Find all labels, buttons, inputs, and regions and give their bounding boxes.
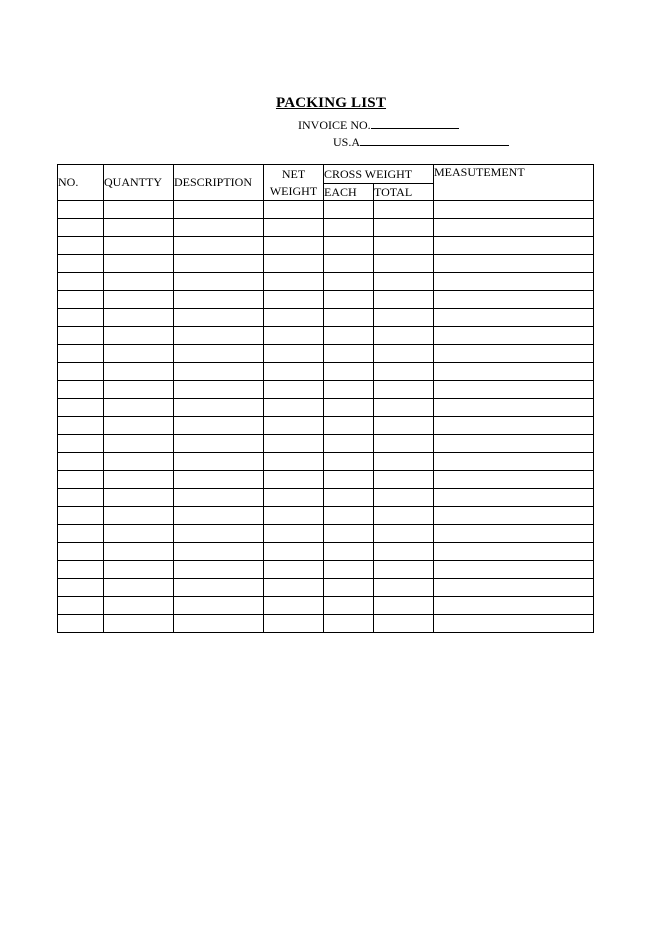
no-cell[interactable] bbox=[58, 381, 104, 399]
net-weight-cell[interactable] bbox=[264, 507, 324, 525]
measurement-cell[interactable] bbox=[434, 291, 594, 309]
quantity-cell[interactable] bbox=[104, 363, 174, 381]
each-cell[interactable] bbox=[324, 219, 374, 237]
header-description: DESCRIPTION bbox=[174, 165, 264, 201]
document-title: PACKING LIST bbox=[275, 95, 387, 111]
quantity-cell[interactable] bbox=[104, 525, 174, 543]
table-row bbox=[58, 561, 594, 579]
description-cell[interactable] bbox=[174, 417, 264, 435]
net-weight-cell[interactable] bbox=[264, 363, 324, 381]
each-cell[interactable] bbox=[324, 273, 374, 291]
table-row bbox=[58, 273, 594, 291]
table-row bbox=[58, 399, 594, 417]
net-weight-cell[interactable] bbox=[264, 291, 324, 309]
description-cell[interactable] bbox=[174, 273, 264, 291]
measurement-cell[interactable] bbox=[434, 345, 594, 363]
description-cell[interactable] bbox=[174, 543, 264, 561]
net-weight-cell[interactable] bbox=[264, 543, 324, 561]
quantity-cell[interactable] bbox=[104, 597, 174, 615]
description-cell[interactable] bbox=[174, 381, 264, 399]
each-cell[interactable] bbox=[324, 327, 374, 345]
total-cell[interactable] bbox=[374, 291, 434, 309]
no-cell[interactable] bbox=[58, 309, 104, 327]
table-row bbox=[58, 615, 594, 633]
measurement-cell[interactable] bbox=[434, 471, 594, 489]
quantity-cell[interactable] bbox=[104, 201, 174, 219]
no-cell[interactable] bbox=[58, 327, 104, 345]
quantity-cell[interactable] bbox=[104, 579, 174, 597]
net-weight-cell[interactable] bbox=[264, 489, 324, 507]
net-weight-cell[interactable] bbox=[264, 381, 324, 399]
description-cell[interactable] bbox=[174, 561, 264, 579]
table-row bbox=[58, 417, 594, 435]
description-cell[interactable] bbox=[174, 345, 264, 363]
table-row bbox=[58, 327, 594, 345]
measurement-cell[interactable] bbox=[434, 309, 594, 327]
table-body bbox=[58, 201, 594, 633]
description-cell[interactable] bbox=[174, 489, 264, 507]
each-cell[interactable] bbox=[324, 543, 374, 561]
measurement-cell[interactable] bbox=[434, 327, 594, 345]
net-weight-cell[interactable] bbox=[264, 309, 324, 327]
header-each: EACH bbox=[324, 184, 374, 201]
table-row bbox=[58, 579, 594, 597]
each-cell[interactable] bbox=[324, 201, 374, 219]
measurement-cell[interactable] bbox=[434, 363, 594, 381]
header-net-weight-line2: WEIGHT bbox=[269, 183, 318, 198]
each-cell[interactable] bbox=[324, 417, 374, 435]
quantity-cell[interactable] bbox=[104, 309, 174, 327]
quantity-cell[interactable] bbox=[104, 615, 174, 633]
description-cell[interactable] bbox=[174, 579, 264, 597]
each-cell[interactable] bbox=[324, 525, 374, 543]
net-weight-cell[interactable] bbox=[264, 273, 324, 291]
table-row bbox=[58, 237, 594, 255]
description-cell[interactable] bbox=[174, 435, 264, 453]
total-cell[interactable] bbox=[374, 579, 434, 597]
measurement-cell[interactable] bbox=[434, 597, 594, 615]
description-cell[interactable] bbox=[174, 309, 264, 327]
no-cell[interactable] bbox=[58, 237, 104, 255]
net-weight-cell[interactable] bbox=[264, 327, 324, 345]
measurement-cell[interactable] bbox=[434, 237, 594, 255]
description-cell[interactable] bbox=[174, 597, 264, 615]
total-cell[interactable] bbox=[374, 453, 434, 471]
total-cell[interactable] bbox=[374, 525, 434, 543]
measurement-cell[interactable] bbox=[434, 381, 594, 399]
each-cell[interactable] bbox=[324, 597, 374, 615]
description-cell[interactable] bbox=[174, 327, 264, 345]
quantity-cell[interactable] bbox=[104, 219, 174, 237]
total-cell[interactable] bbox=[374, 615, 434, 633]
each-cell[interactable] bbox=[324, 363, 374, 381]
description-cell[interactable] bbox=[174, 507, 264, 525]
quantity-cell[interactable] bbox=[104, 345, 174, 363]
each-cell[interactable] bbox=[324, 489, 374, 507]
net-weight-cell[interactable] bbox=[264, 237, 324, 255]
total-cell[interactable] bbox=[374, 219, 434, 237]
no-cell[interactable] bbox=[58, 201, 104, 219]
each-cell[interactable] bbox=[324, 291, 374, 309]
usa-label: US.A bbox=[333, 135, 361, 149]
measurement-cell[interactable] bbox=[434, 525, 594, 543]
no-cell[interactable] bbox=[58, 417, 104, 435]
each-cell[interactable] bbox=[324, 381, 374, 399]
net-weight-cell[interactable] bbox=[264, 417, 324, 435]
each-cell[interactable] bbox=[324, 561, 374, 579]
header-no: NO. bbox=[58, 165, 104, 201]
total-cell[interactable] bbox=[374, 561, 434, 579]
total-cell[interactable] bbox=[374, 399, 434, 417]
usa-field[interactable] bbox=[360, 134, 509, 146]
header-total: TOTAL bbox=[374, 184, 434, 201]
quantity-cell[interactable] bbox=[104, 327, 174, 345]
total-cell[interactable] bbox=[374, 255, 434, 273]
no-cell[interactable] bbox=[58, 543, 104, 561]
invoice-label: INVOICE NO. bbox=[298, 118, 371, 132]
quantity-cell[interactable] bbox=[104, 507, 174, 525]
no-cell[interactable] bbox=[58, 471, 104, 489]
table-row bbox=[58, 543, 594, 561]
quantity-cell[interactable] bbox=[104, 561, 174, 579]
measurement-cell[interactable] bbox=[434, 201, 594, 219]
net-weight-cell[interactable] bbox=[264, 435, 324, 453]
total-cell[interactable] bbox=[374, 597, 434, 615]
no-cell[interactable] bbox=[58, 291, 104, 309]
no-cell[interactable] bbox=[58, 363, 104, 381]
each-cell[interactable] bbox=[324, 237, 374, 255]
each-cell[interactable] bbox=[324, 435, 374, 453]
total-cell[interactable] bbox=[374, 471, 434, 489]
quantity-cell[interactable] bbox=[104, 435, 174, 453]
net-weight-cell[interactable] bbox=[264, 471, 324, 489]
each-cell[interactable] bbox=[324, 453, 374, 471]
description-cell[interactable] bbox=[174, 471, 264, 489]
measurement-cell[interactable] bbox=[434, 507, 594, 525]
no-cell[interactable] bbox=[58, 255, 104, 273]
net-weight-cell[interactable] bbox=[264, 615, 324, 633]
net-weight-cell[interactable] bbox=[264, 561, 324, 579]
description-cell[interactable] bbox=[174, 399, 264, 417]
quantity-cell[interactable] bbox=[104, 399, 174, 417]
total-cell[interactable] bbox=[374, 489, 434, 507]
total-cell[interactable] bbox=[374, 507, 434, 525]
measurement-cell[interactable] bbox=[434, 273, 594, 291]
table-row bbox=[58, 255, 594, 273]
total-cell[interactable] bbox=[374, 417, 434, 435]
header-net-weight-line1: NET bbox=[281, 166, 306, 181]
usa-line bbox=[333, 134, 509, 150]
no-cell[interactable] bbox=[58, 597, 104, 615]
header-net-weight bbox=[264, 165, 324, 201]
measurement-cell[interactable] bbox=[434, 435, 594, 453]
each-cell[interactable] bbox=[324, 399, 374, 417]
each-cell[interactable] bbox=[324, 345, 374, 363]
total-cell[interactable] bbox=[374, 363, 434, 381]
measurement-cell[interactable] bbox=[434, 579, 594, 597]
total-cell[interactable] bbox=[374, 237, 434, 255]
net-weight-cell[interactable] bbox=[264, 255, 324, 273]
measurement-cell[interactable] bbox=[434, 561, 594, 579]
no-cell[interactable] bbox=[58, 453, 104, 471]
net-weight-cell[interactable] bbox=[264, 345, 324, 363]
net-weight-cell[interactable] bbox=[264, 579, 324, 597]
table-row bbox=[58, 471, 594, 489]
description-cell[interactable] bbox=[174, 219, 264, 237]
packing-table bbox=[57, 164, 594, 633]
each-cell[interactable] bbox=[324, 615, 374, 633]
table-row bbox=[58, 381, 594, 399]
measurement-cell[interactable] bbox=[434, 219, 594, 237]
measurement-cell[interactable] bbox=[434, 453, 594, 471]
total-cell[interactable] bbox=[374, 345, 434, 363]
quantity-cell[interactable] bbox=[104, 237, 174, 255]
measurement-cell[interactable] bbox=[434, 399, 594, 417]
quantity-cell[interactable] bbox=[104, 381, 174, 399]
quantity-cell[interactable] bbox=[104, 273, 174, 291]
table-row bbox=[58, 435, 594, 453]
total-cell[interactable] bbox=[374, 543, 434, 561]
total-cell[interactable] bbox=[374, 201, 434, 219]
description-cell[interactable] bbox=[174, 525, 264, 543]
table-row bbox=[58, 507, 594, 525]
no-cell[interactable] bbox=[58, 345, 104, 363]
header-cross-weight: CROSS WEIGHT bbox=[324, 165, 434, 184]
no-cell[interactable] bbox=[58, 525, 104, 543]
quantity-cell[interactable] bbox=[104, 417, 174, 435]
no-cell[interactable] bbox=[58, 435, 104, 453]
quantity-cell[interactable] bbox=[104, 255, 174, 273]
table-row bbox=[58, 597, 594, 615]
no-cell[interactable] bbox=[58, 507, 104, 525]
no-cell[interactable] bbox=[58, 579, 104, 597]
measurement-cell[interactable] bbox=[434, 615, 594, 633]
header-measurement: MEASUTEMENT bbox=[434, 165, 594, 201]
total-cell[interactable] bbox=[374, 327, 434, 345]
description-cell[interactable] bbox=[174, 237, 264, 255]
total-cell[interactable] bbox=[374, 309, 434, 327]
quantity-cell[interactable] bbox=[104, 489, 174, 507]
measurement-cell[interactable] bbox=[434, 417, 594, 435]
table-row bbox=[58, 453, 594, 471]
no-cell[interactable] bbox=[58, 273, 104, 291]
no-cell[interactable] bbox=[58, 561, 104, 579]
each-cell[interactable] bbox=[324, 507, 374, 525]
no-cell[interactable] bbox=[58, 615, 104, 633]
table-row bbox=[58, 489, 594, 507]
each-cell[interactable] bbox=[324, 579, 374, 597]
measurement-cell[interactable] bbox=[434, 543, 594, 561]
measurement-cell[interactable] bbox=[434, 489, 594, 507]
table-row bbox=[58, 291, 594, 309]
no-cell[interactable] bbox=[58, 399, 104, 417]
net-weight-cell[interactable] bbox=[264, 201, 324, 219]
no-cell[interactable] bbox=[58, 219, 104, 237]
quantity-cell[interactable] bbox=[104, 453, 174, 471]
description-cell[interactable] bbox=[174, 615, 264, 633]
quantity-cell[interactable] bbox=[104, 471, 174, 489]
net-weight-cell[interactable] bbox=[264, 597, 324, 615]
description-cell[interactable] bbox=[174, 201, 264, 219]
each-cell[interactable] bbox=[324, 255, 374, 273]
net-weight-cell[interactable] bbox=[264, 399, 324, 417]
table-row bbox=[58, 219, 594, 237]
quantity-cell[interactable] bbox=[104, 543, 174, 561]
table-row bbox=[58, 345, 594, 363]
total-cell[interactable] bbox=[374, 435, 434, 453]
description-cell[interactable] bbox=[174, 291, 264, 309]
total-cell[interactable] bbox=[374, 273, 434, 291]
table-row bbox=[58, 525, 594, 543]
table-row bbox=[58, 363, 594, 381]
invoice-number-line bbox=[298, 117, 459, 133]
quantity-cell[interactable] bbox=[104, 291, 174, 309]
no-cell[interactable] bbox=[58, 489, 104, 507]
description-cell[interactable] bbox=[174, 255, 264, 273]
each-cell[interactable] bbox=[324, 309, 374, 327]
table-row bbox=[58, 201, 594, 219]
invoice-number-field[interactable] bbox=[371, 117, 459, 129]
net-weight-cell[interactable] bbox=[264, 219, 324, 237]
measurement-cell[interactable] bbox=[434, 255, 594, 273]
net-weight-cell[interactable] bbox=[264, 525, 324, 543]
header-quantity: QUANTTY bbox=[104, 165, 174, 201]
description-cell[interactable] bbox=[174, 453, 264, 471]
table-row bbox=[58, 309, 594, 327]
each-cell[interactable] bbox=[324, 471, 374, 489]
net-weight-cell[interactable] bbox=[264, 453, 324, 471]
total-cell[interactable] bbox=[374, 381, 434, 399]
description-cell[interactable] bbox=[174, 363, 264, 381]
